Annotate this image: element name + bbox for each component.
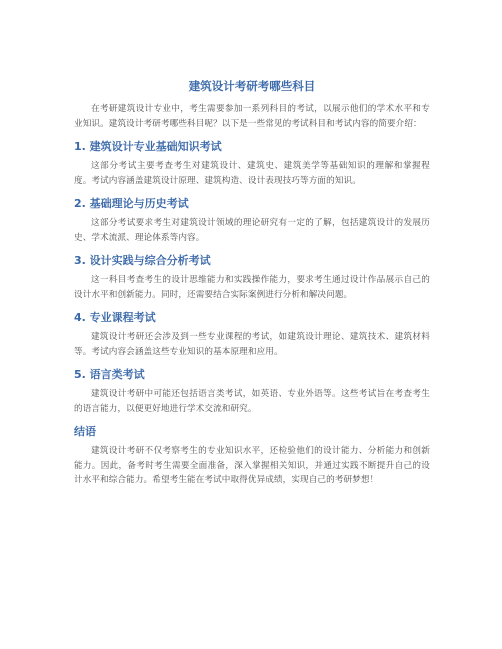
document-page xyxy=(74,78,430,488)
section-heading-conclusion: 结语 xyxy=(74,425,96,438)
section-heading-language: 5. 语言类考试 xyxy=(74,368,145,381)
section-heading-professional-courses: 4. 专业课程考试 xyxy=(74,311,156,324)
section-body-conclusion: 建筑设计考研不仅考察考生的专业知识水平，还检验他们的设计能力、分析能力和创新能力。因此，备考时考生需要全面准备，深入掌握相关知识，并通过实践不断提升自己的设计水平和综合能力。希望考生能在考试中取得优异成绩，实现自己的考研梦想！ xyxy=(74,446,430,485)
section-body-professional-courses: 建筑设计考研还会涉及到一些专业课程的考试，如建筑设计理论、建筑技术、建筑材料等。考试内容会涵盖这些专业知识的基本原理和应用。 xyxy=(74,332,430,357)
section-body-language: 建筑设计考研中可能还包括语言类考试，如英语、专业外语等。这些考试旨在考查考生的语言能力，以便更好地进行学术交流和研究。 xyxy=(74,389,430,414)
section-body-design-practice: 这一科目考查考生的设计思维能力和实践操作能力，要求考生通过设计作品展示自己的设计水平和创新能力。同时，还需要结合实际案例进行分析和解决问题。 xyxy=(74,275,430,300)
section-body-basic-knowledge: 这部分考试主要考查考生对建筑设计、建筑史、建筑美学等基础知识的理解和掌握程度。考试内容涵盖建筑设计原理、建筑构造、设计表现技巧等方面的知识。 xyxy=(74,161,430,186)
intro-paragraph: 在考研建筑设计专业中，考生需要参加一系列科目的考试，以展示他们的学术水平和专业知识。建筑设计考研考哪些科目呢？以下是一些常见的考试科目和考试内容的简要介绍： xyxy=(74,104,430,129)
section-heading-basic-knowledge: 1. 建筑设计专业基础知识考试 xyxy=(74,140,222,153)
section-body-theory-history: 这部分考试要求考生对建筑设计领域的理论研究有一定的了解，包括建筑设计的发展历史、学术流派、理论体系等内容。 xyxy=(74,218,430,243)
section-heading-design-practice: 3. 设计实践与综合分析考试 xyxy=(74,254,211,267)
section-heading-theory-history: 2. 基础理论与历史考试 xyxy=(74,197,189,210)
document-title: 建筑设计考研考哪些科目 xyxy=(188,79,316,93)
